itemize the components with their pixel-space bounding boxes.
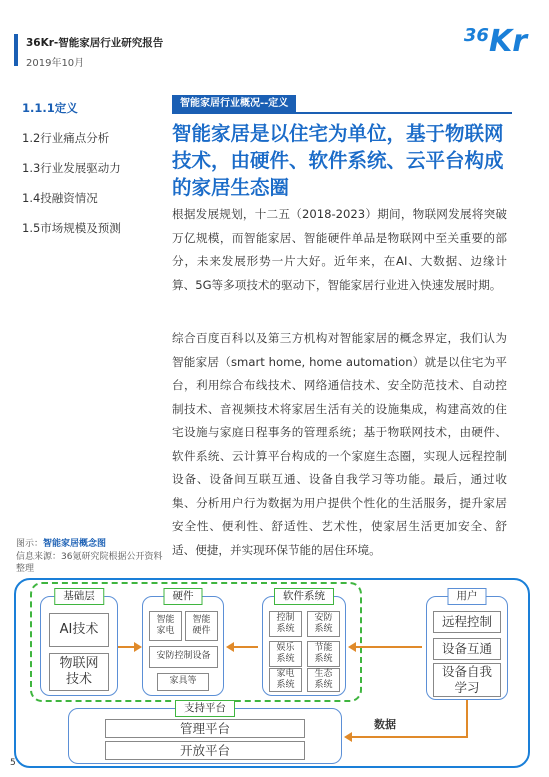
platform-label: 支持平台 xyxy=(175,700,235,717)
device-learning-box: 设备自我学习 xyxy=(433,663,501,697)
energy-system-box: 节能系统 xyxy=(307,641,340,667)
header-accent-bar xyxy=(14,34,18,66)
caption-source: 信息来源：36氪研究院根据公开资料整理 xyxy=(16,551,163,574)
toc-item-market-size[interactable]: 1.5市场规模及预测 xyxy=(22,221,121,235)
appliance-system-box: 家电系统 xyxy=(269,668,302,692)
software-group xyxy=(262,590,346,696)
smart-home-concept-diagram xyxy=(14,578,530,768)
report-title: 36Kr-智能家居行业研究报告 xyxy=(26,37,164,49)
arrow-user-down xyxy=(466,700,468,736)
arrow-head-icon xyxy=(348,642,356,652)
open-platform-box: 开放平台 xyxy=(105,741,305,760)
platform-group xyxy=(68,702,342,764)
section-tag: 智能家居行业概况--定义 xyxy=(172,95,296,112)
user-group xyxy=(426,590,508,700)
page-number: 5 xyxy=(10,758,16,768)
table-of-contents xyxy=(22,98,157,248)
arrow-head-icon xyxy=(134,642,142,652)
section-divider xyxy=(172,112,512,114)
device-interop-box: 设备互通 xyxy=(433,638,501,660)
management-platform-box: 管理平台 xyxy=(105,719,305,738)
base-layer-group xyxy=(40,590,118,696)
figure-caption xyxy=(16,538,166,576)
arrow-user-to-software xyxy=(354,646,422,648)
entertainment-system-box: 娱乐系统 xyxy=(269,641,302,667)
arrow-data-to-platform xyxy=(352,736,468,738)
base-layer-label: 基础层 xyxy=(54,588,104,605)
logo-text: Kr xyxy=(488,24,527,59)
security-control-box: 安防控制设备 xyxy=(149,646,218,668)
control-system-box: 控制系统 xyxy=(269,611,302,637)
headline: 智能家居是以住宅为单位，基于物联网技术，由硬件、软件系统、云平台构成的家居生态圈 xyxy=(172,122,504,199)
arrow-head-icon xyxy=(226,642,234,652)
iot-tech-box: 物联网技术 xyxy=(49,653,109,691)
paragraph-definition: 综合百度百科以及第三方机构对智能家居的概念界定，我们认为智能家居（smart home, home automation）就是以住宅为平台，利用综合布线技术、网络通信技术、安全防范技术、自动控制技术、音视频技术将家居生活有关的设施集成，构建高效的住宅设施与家庭日程事务的管理系统；基于物联网技术，由硬件、软件系统、云计算平台构成的一个家庭生态圈，实现人远程控制设备、设备间互联互通、设备自我学习等功能。最后，通过收集、分析用户行为数据为用户提供个性化的生活服务，提升家居安全性、便利性、舒适性、艺术性，使家居生活更加安全、舒适、便捷，并实现环保节能的居住环境。 xyxy=(172,331,507,557)
ecosystem-box: 生态系统 xyxy=(307,668,340,692)
furniture-box: 家具等 xyxy=(157,673,209,691)
hardware-label: 硬件 xyxy=(164,588,203,605)
arrow-head-icon xyxy=(344,732,352,742)
paragraph-intro: 根据发展规划，十二五（2018-2023）期间，物联网发展将突破万亿规模，而智能家居、智能硬件单品是物联网中至关重要的部分，未来发展形势一片大好。近年来，在AI、大数据、边缘计算、5G等多项技术的驱动下，智能家居行业进入快速发展时期。 xyxy=(172,207,507,292)
toc-item-drivers[interactable]: 1.3行业发展驱动力 xyxy=(22,161,121,175)
data-flow-label: 数据 xyxy=(374,718,396,731)
smart-appliance-box: 智能家电 xyxy=(149,611,182,641)
ai-tech-box: AI技术 xyxy=(49,613,109,647)
security-system-box: 安防系统 xyxy=(307,611,340,637)
arrow-software-to-hardware xyxy=(230,646,258,648)
toc-item-investment[interactable]: 1.4投融资情况 xyxy=(22,191,98,205)
brand-logo xyxy=(464,24,527,59)
report-date: 2019年10月 xyxy=(26,58,85,69)
toc-item-pain-points[interactable]: 1.2行业痛点分析 xyxy=(22,131,110,145)
hardware-group xyxy=(142,590,224,696)
software-label: 软件系统 xyxy=(274,588,334,605)
logo-number: 36 xyxy=(463,25,489,46)
remote-control-box: 远程控制 xyxy=(433,611,501,633)
user-label: 用户 xyxy=(448,588,487,605)
caption-title: 智能家居概念图 xyxy=(43,539,107,549)
smart-hardware-box: 智能硬件 xyxy=(185,611,218,641)
caption-prefix: 图示： xyxy=(16,539,44,549)
toc-item-definition[interactable]: 1.1.1定义 xyxy=(22,101,78,115)
